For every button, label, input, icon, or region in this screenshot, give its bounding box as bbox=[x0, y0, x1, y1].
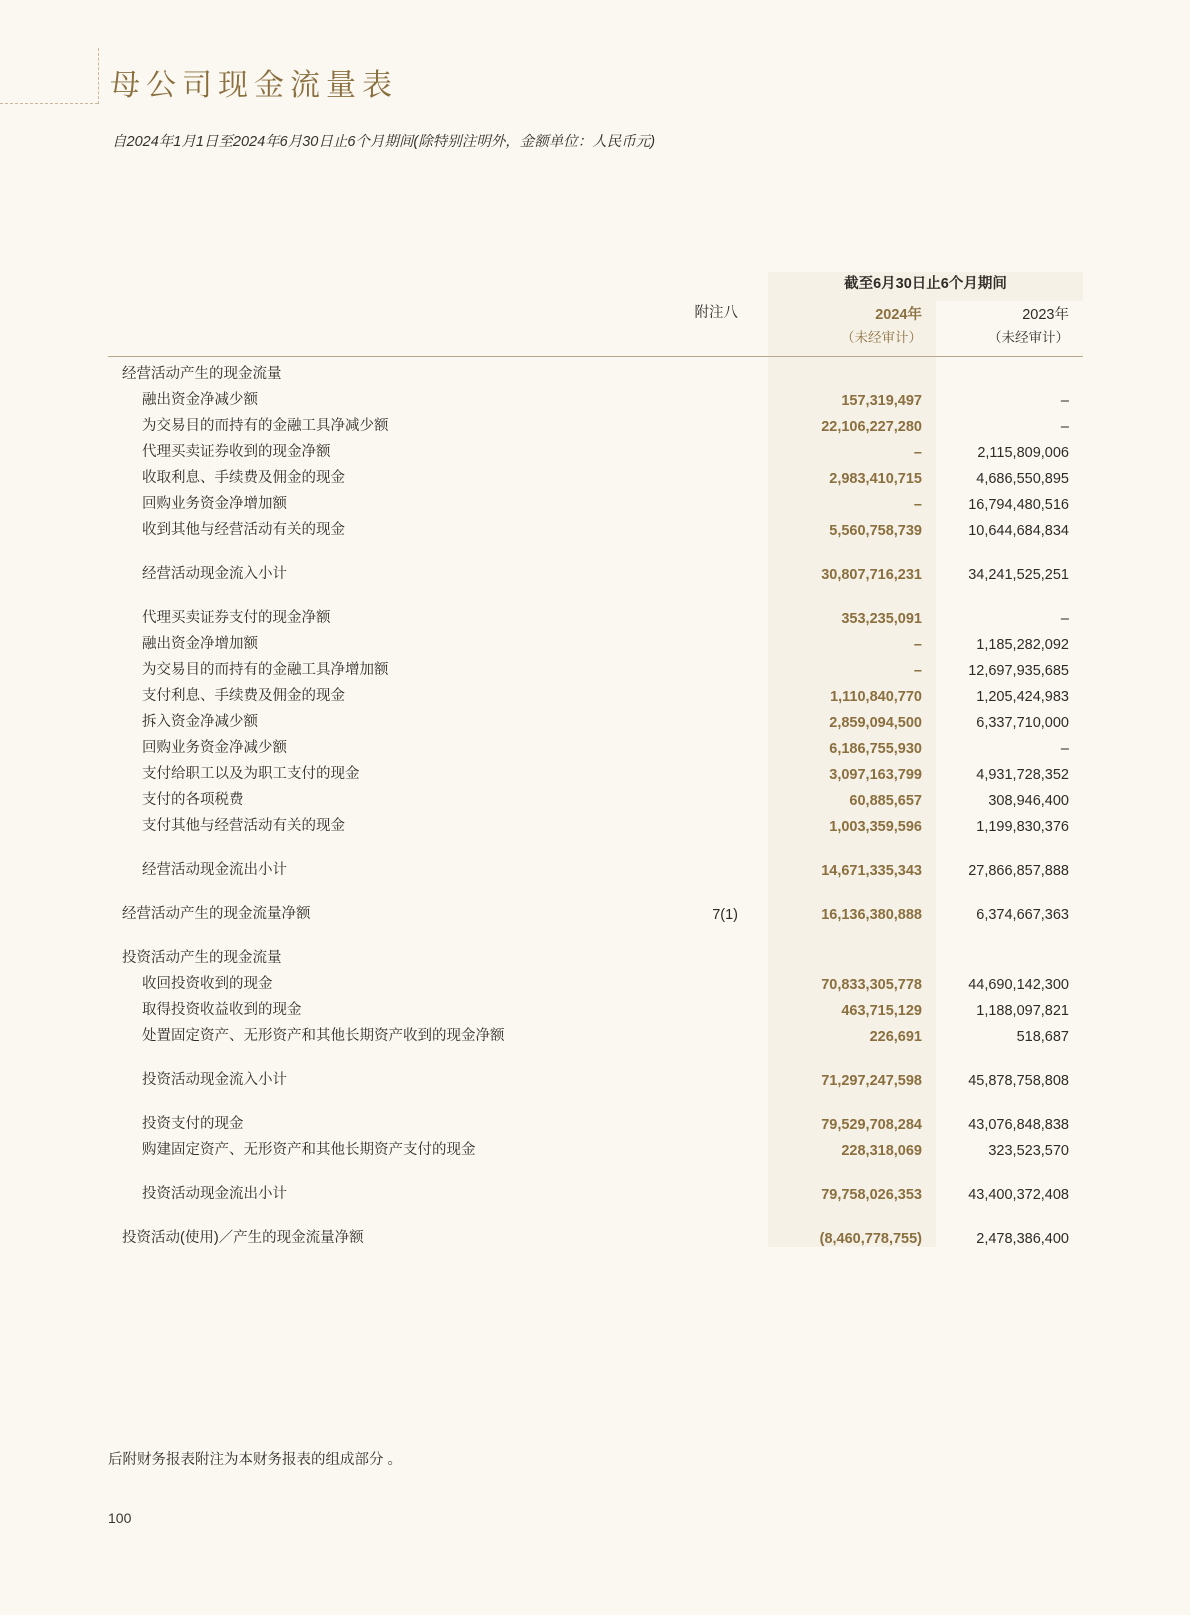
table-row bbox=[108, 897, 1083, 923]
row-value-current-year: 226,691 bbox=[768, 1019, 936, 1045]
row-note-reference bbox=[683, 809, 768, 835]
row-label: 经营活动产生的现金流量净额 bbox=[122, 906, 311, 922]
row-value-current-year: 157,319,497 bbox=[768, 383, 936, 409]
row-value-current-year: 60,885,657 bbox=[768, 783, 936, 809]
row-note-reference bbox=[683, 1063, 768, 1089]
row-note-reference bbox=[683, 783, 768, 809]
row-label: 为交易目的而持有的金融工具净增加额 bbox=[142, 662, 389, 678]
row-note-reference bbox=[683, 1177, 768, 1203]
row-note-reference bbox=[683, 1221, 768, 1247]
row-value-current-year: 1,003,359,596 bbox=[768, 809, 936, 835]
audit-status-row bbox=[108, 326, 1083, 357]
table-row bbox=[108, 1107, 1083, 1133]
row-label: 融出资金净增加额 bbox=[142, 636, 258, 652]
header-rule-horizontal bbox=[0, 103, 98, 104]
row-value-current-year: 16,136,380,888 bbox=[768, 897, 936, 923]
row-value-current-year: – bbox=[768, 653, 936, 679]
row-note-reference bbox=[683, 967, 768, 993]
table-row bbox=[108, 941, 1083, 967]
row-value-previous-year: 27,866,857,888 bbox=[968, 863, 1069, 879]
row-value-current-year: 6,186,755,930 bbox=[768, 731, 936, 757]
row-value-current-year: (8,460,778,755) bbox=[768, 1221, 936, 1247]
statement-footnote: 后附财务报表附注为本财务报表的组成部分 。 bbox=[108, 1452, 403, 1468]
row-note-reference bbox=[683, 461, 768, 487]
table-row bbox=[108, 783, 1083, 809]
row-value-previous-year bbox=[936, 357, 1083, 383]
current-year-header: 2024年 bbox=[768, 301, 936, 326]
table-row bbox=[108, 967, 1083, 993]
header-rule-vertical bbox=[98, 48, 99, 104]
row-label: 收取利息、手续费及佣金的现金 bbox=[142, 470, 345, 486]
row-value-previous-year: 308,946,400 bbox=[988, 793, 1069, 809]
table-row bbox=[108, 461, 1083, 487]
row-value-current-year: 463,715,129 bbox=[768, 993, 936, 1019]
row-label: 经营活动现金流入小计 bbox=[142, 566, 287, 582]
row-value-current-year: 79,758,026,353 bbox=[768, 1177, 936, 1203]
row-value-previous-year: 2,115,809,006 bbox=[977, 445, 1069, 461]
previous-year-header: 2023年 bbox=[1022, 307, 1069, 323]
row-label: 投资活动(使用)／产生的现金流量净额 bbox=[122, 1230, 364, 1246]
row-label: 回购业务资金净增加额 bbox=[142, 496, 287, 512]
row-value-previous-year: 16,794,480,516 bbox=[968, 497, 1069, 513]
row-value-current-year: 14,671,335,343 bbox=[768, 853, 936, 879]
table-row bbox=[108, 409, 1083, 435]
row-label: 收到其他与经营活动有关的现金 bbox=[142, 522, 345, 538]
row-label: 融出资金净减少额 bbox=[142, 392, 258, 408]
cash-flow-statement bbox=[108, 272, 1083, 1247]
row-note-reference bbox=[683, 705, 768, 731]
row-note-reference bbox=[683, 731, 768, 757]
row-note-reference bbox=[683, 941, 768, 967]
row-note-reference bbox=[683, 601, 768, 627]
row-label: 拆入资金净减少额 bbox=[142, 714, 258, 730]
row-value-current-year: 2,859,094,500 bbox=[768, 705, 936, 731]
row-value-previous-year: 43,400,372,408 bbox=[968, 1187, 1069, 1203]
period-header-spacer-note bbox=[683, 272, 768, 301]
previous-year-audit-status: （未经审计） bbox=[988, 330, 1069, 345]
table-row bbox=[108, 601, 1083, 627]
table-row bbox=[108, 853, 1083, 879]
page-number: 100 bbox=[108, 1510, 132, 1526]
cash-flow-table bbox=[108, 272, 1083, 1247]
table-body bbox=[108, 357, 1083, 1247]
row-label: 经营活动产生的现金流量 bbox=[122, 366, 282, 382]
row-value-current-year: 30,807,716,231 bbox=[768, 557, 936, 583]
audit-status-blank bbox=[108, 326, 683, 357]
row-value-previous-year: 6,337,710,000 bbox=[976, 715, 1069, 731]
row-value-current-year: 71,297,247,598 bbox=[768, 1063, 936, 1089]
row-label: 代理买卖证券收到的现金净额 bbox=[142, 444, 331, 460]
page-subtitle: 自2024年1月1日至2024年6月30日止6个月期间(除特别注明外，金额单位：人民币元) bbox=[112, 134, 656, 150]
row-value-current-year: 2,983,410,715 bbox=[768, 461, 936, 487]
row-spacer bbox=[108, 1203, 1083, 1221]
row-spacer bbox=[108, 835, 1083, 853]
row-value-current-year: 1,110,840,770 bbox=[768, 679, 936, 705]
table-row bbox=[108, 993, 1083, 1019]
table-row bbox=[108, 487, 1083, 513]
table-row bbox=[108, 557, 1083, 583]
row-value-previous-year: 4,931,728,352 bbox=[976, 767, 1069, 783]
row-value-current-year: 5,560,758,739 bbox=[768, 513, 936, 539]
row-label: 经营活动现金流出小计 bbox=[142, 862, 287, 878]
row-label: 投资活动产生的现金流量 bbox=[122, 950, 282, 966]
row-note-reference bbox=[683, 1133, 768, 1159]
table-row bbox=[108, 705, 1083, 731]
row-value-previous-year: 10,644,684,834 bbox=[968, 523, 1069, 539]
row-note-reference bbox=[683, 1107, 768, 1133]
row-note-reference bbox=[683, 993, 768, 1019]
row-value-current-year bbox=[768, 941, 936, 967]
row-spacer bbox=[108, 583, 1083, 601]
row-value-previous-year: 1,199,830,376 bbox=[976, 819, 1069, 835]
table-row bbox=[108, 653, 1083, 679]
row-note-reference bbox=[683, 513, 768, 539]
current-year-audit-status: （未经审计） bbox=[768, 326, 936, 357]
row-spacer bbox=[108, 879, 1083, 897]
row-value-current-year: – bbox=[768, 487, 936, 513]
row-spacer bbox=[108, 923, 1083, 941]
row-value-previous-year: 34,241,525,251 bbox=[968, 567, 1069, 583]
row-spacer bbox=[108, 1159, 1083, 1177]
row-value-previous-year: 45,878,758,808 bbox=[968, 1073, 1069, 1089]
row-value-previous-year: – bbox=[1060, 611, 1069, 627]
row-label: 处置固定资产、无形资产和其他长期资产收到的现金净额 bbox=[142, 1028, 505, 1044]
row-label: 支付利息、手续费及佣金的现金 bbox=[142, 688, 345, 704]
row-label: 投资活动现金流入小计 bbox=[142, 1072, 287, 1088]
row-label: 购建固定资产、无形资产和其他长期资产支付的现金 bbox=[142, 1142, 476, 1158]
row-label: 支付的各项税费 bbox=[142, 792, 244, 808]
row-label: 为交易目的而持有的金融工具净减少额 bbox=[142, 418, 389, 434]
row-label: 支付给职工以及为职工支付的现金 bbox=[142, 766, 360, 782]
row-value-previous-year: 44,690,142,300 bbox=[968, 977, 1069, 993]
row-value-current-year: 353,235,091 bbox=[768, 601, 936, 627]
row-value-current-year: 22,106,227,280 bbox=[768, 409, 936, 435]
page-title: 母公司现金流量表 bbox=[110, 68, 398, 103]
row-value-current-year: 3,097,163,799 bbox=[768, 757, 936, 783]
row-value-current-year: – bbox=[768, 627, 936, 653]
table-row bbox=[108, 1019, 1083, 1045]
row-note-reference bbox=[683, 1019, 768, 1045]
period-header-label: 截至6月30日止6个月期间 bbox=[768, 272, 1083, 301]
row-note-reference bbox=[683, 487, 768, 513]
row-spacer bbox=[108, 1045, 1083, 1063]
row-value-previous-year: 2,478,386,400 bbox=[976, 1231, 1069, 1247]
table-row bbox=[108, 731, 1083, 757]
row-label: 投资活动现金流出小计 bbox=[142, 1186, 287, 1202]
row-label: 回购业务资金净减少额 bbox=[142, 740, 287, 756]
table-row bbox=[108, 1221, 1083, 1247]
row-note-reference bbox=[683, 627, 768, 653]
table-row bbox=[108, 357, 1083, 383]
row-label: 取得投资收益收到的现金 bbox=[142, 1002, 302, 1018]
table-row bbox=[108, 435, 1083, 461]
period-header-spacer bbox=[108, 272, 683, 301]
period-header-row bbox=[108, 272, 1083, 301]
table-row bbox=[108, 627, 1083, 653]
table-row bbox=[108, 1063, 1083, 1089]
row-note-reference bbox=[683, 383, 768, 409]
row-note-reference bbox=[683, 653, 768, 679]
row-value-previous-year: 6,374,667,363 bbox=[976, 907, 1069, 923]
row-value-previous-year: 323,523,570 bbox=[988, 1143, 1069, 1159]
table-header bbox=[108, 272, 1083, 357]
row-note-reference bbox=[683, 357, 768, 383]
row-note-reference bbox=[683, 435, 768, 461]
row-value-previous-year: – bbox=[1060, 741, 1069, 757]
row-label: 代理买卖证券支付的现金净额 bbox=[142, 610, 331, 626]
row-note-reference bbox=[683, 409, 768, 435]
row-value-previous-year: 12,697,935,685 bbox=[968, 663, 1069, 679]
row-value-previous-year: – bbox=[1060, 419, 1069, 435]
note-column-header: 附注八 bbox=[694, 305, 738, 321]
table-row bbox=[108, 1177, 1083, 1203]
row-value-current-year: 79,529,708,284 bbox=[768, 1107, 936, 1133]
row-value-previous-year: – bbox=[1060, 393, 1069, 409]
row-value-current-year: 228,318,069 bbox=[768, 1133, 936, 1159]
row-note-reference: 7(1) bbox=[712, 907, 738, 923]
row-note-reference bbox=[683, 757, 768, 783]
row-note-reference bbox=[683, 557, 768, 583]
row-value-previous-year: 43,076,848,838 bbox=[968, 1117, 1069, 1133]
table-row bbox=[108, 809, 1083, 835]
row-note-reference bbox=[683, 853, 768, 879]
row-note-reference bbox=[683, 679, 768, 705]
table-row bbox=[108, 1133, 1083, 1159]
row-value-previous-year: 1,185,282,092 bbox=[976, 637, 1069, 653]
year-header-blank bbox=[108, 301, 683, 326]
row-value-previous-year: 4,686,550,895 bbox=[976, 471, 1069, 487]
row-label: 收回投资收到的现金 bbox=[142, 976, 273, 992]
row-label: 支付其他与经营活动有关的现金 bbox=[142, 818, 345, 834]
row-value-previous-year: 1,205,424,983 bbox=[976, 689, 1069, 705]
table-row bbox=[108, 383, 1083, 409]
table-row bbox=[108, 757, 1083, 783]
row-value-previous-year: 1,188,097,821 bbox=[976, 1003, 1069, 1019]
row-value-current-year bbox=[768, 357, 936, 383]
row-value-current-year: – bbox=[768, 435, 936, 461]
table-row bbox=[108, 513, 1083, 539]
audit-status-blank-note bbox=[683, 326, 768, 357]
row-label: 投资支付的现金 bbox=[142, 1116, 244, 1132]
row-value-current-year: 70,833,305,778 bbox=[768, 967, 936, 993]
table-row bbox=[108, 679, 1083, 705]
row-value-previous-year bbox=[936, 941, 1083, 967]
row-spacer bbox=[108, 539, 1083, 557]
row-value-previous-year: 518,687 bbox=[1016, 1029, 1069, 1045]
row-spacer bbox=[108, 1089, 1083, 1107]
year-header-row bbox=[108, 301, 1083, 326]
